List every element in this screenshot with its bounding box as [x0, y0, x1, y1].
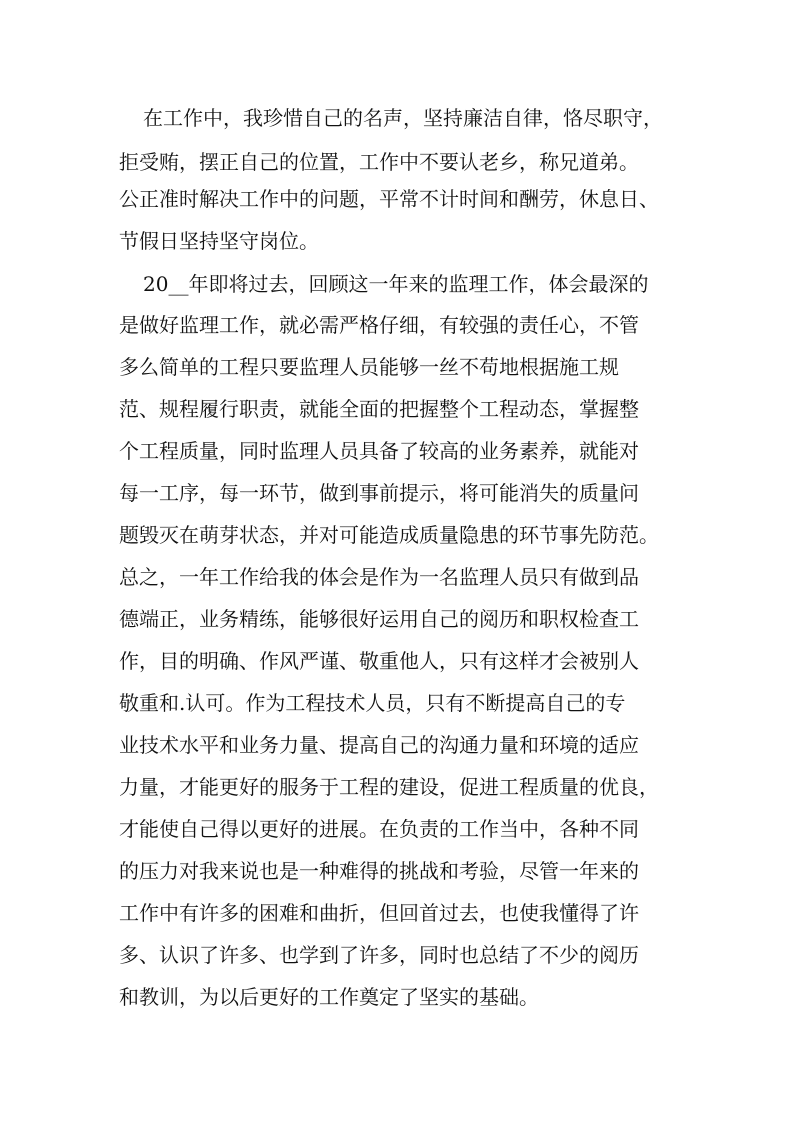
paragraph-2-line-12: 业技术水平和业务力量、提高自己的沟通力量和环境的适应 — [119, 733, 639, 757]
paragraph-1-line-4: 节假日坚持坚守岗位。 — [119, 229, 319, 253]
paragraph-2-line-2: 是做好监理工作，就必需严格仔细，有较强的责任心，不管 — [119, 313, 639, 337]
paragraph-2-line-3: 多么简单的工程只要监理人员能够一丝不苟地根据施工规 — [119, 355, 619, 379]
paragraph-1-line-1: 在工作中，我珍惜自己的名声，坚持廉洁自律，恪尽职守， — [143, 106, 663, 130]
paragraph-1-line-3: 公正准时解决工作中的问题，平常不计时间和酬劳，休息日、 — [119, 187, 659, 211]
paragraph-2-line-17: 多、认识了许多、也学到了许多，同时也总结了不少的阅历 — [119, 943, 639, 967]
paragraph-2-line-15: 的压力对我来说也是一种难得的挑战和考验，尽管一年来的 — [119, 859, 639, 883]
paragraph-1-line-2: 拒受贿，摆正自己的位置，工作中不要认老乡，称兄道弟。 — [119, 150, 639, 174]
paragraph-2-line-13: 力量，才能更好的服务于工程的建设，促进工程质量的优良， — [119, 775, 659, 799]
paragraph-2-line-10: 作，目的明确、作风严谨、敬重他人，只有这样才会被别人 — [119, 649, 639, 673]
paragraph-2-line-7: 题毁灭在萌芽状态，并对可能造成质量隐患的环节事先防范。 — [119, 523, 659, 547]
paragraph-2-line-16: 工作中有许多的困难和曲折，但回首过去，也使我懂得了许 — [119, 901, 639, 925]
paragraph-2-line-18: 和教训，为以后更好的工作奠定了坚实的基础。 — [119, 985, 539, 1009]
paragraph-2-line-5: 个工程质量，同时监理人员具备了较高的业务素养，就能对 — [119, 439, 639, 463]
paragraph-2-line-4: 范、规程履行职责，就能全面的把握整个工程动态，掌握整 — [119, 397, 639, 421]
paragraph-2-line-1: 20__年即将过去，回顾这一年来的监理工作，体会最深的 — [143, 272, 649, 296]
paragraph-2-line-14: 才能使自己得以更好的进展。在负责的工作当中，各种不同 — [119, 817, 639, 841]
paragraph-2-line-8: 总之，一年工作给我的体会是作为一名监理人员只有做到品 — [119, 565, 639, 589]
paragraph-2-line-11: 敬重和.认可。作为工程技术人员，只有不断提高自己的专 — [119, 691, 626, 715]
paragraph-2-line-6: 每一工序，每一环节，做到事前提示，将可能消失的质量问 — [119, 481, 639, 505]
paragraph-2-line-9: 德端正，业务精练，能够很好运用自己的阅历和职权检查工 — [119, 607, 639, 631]
